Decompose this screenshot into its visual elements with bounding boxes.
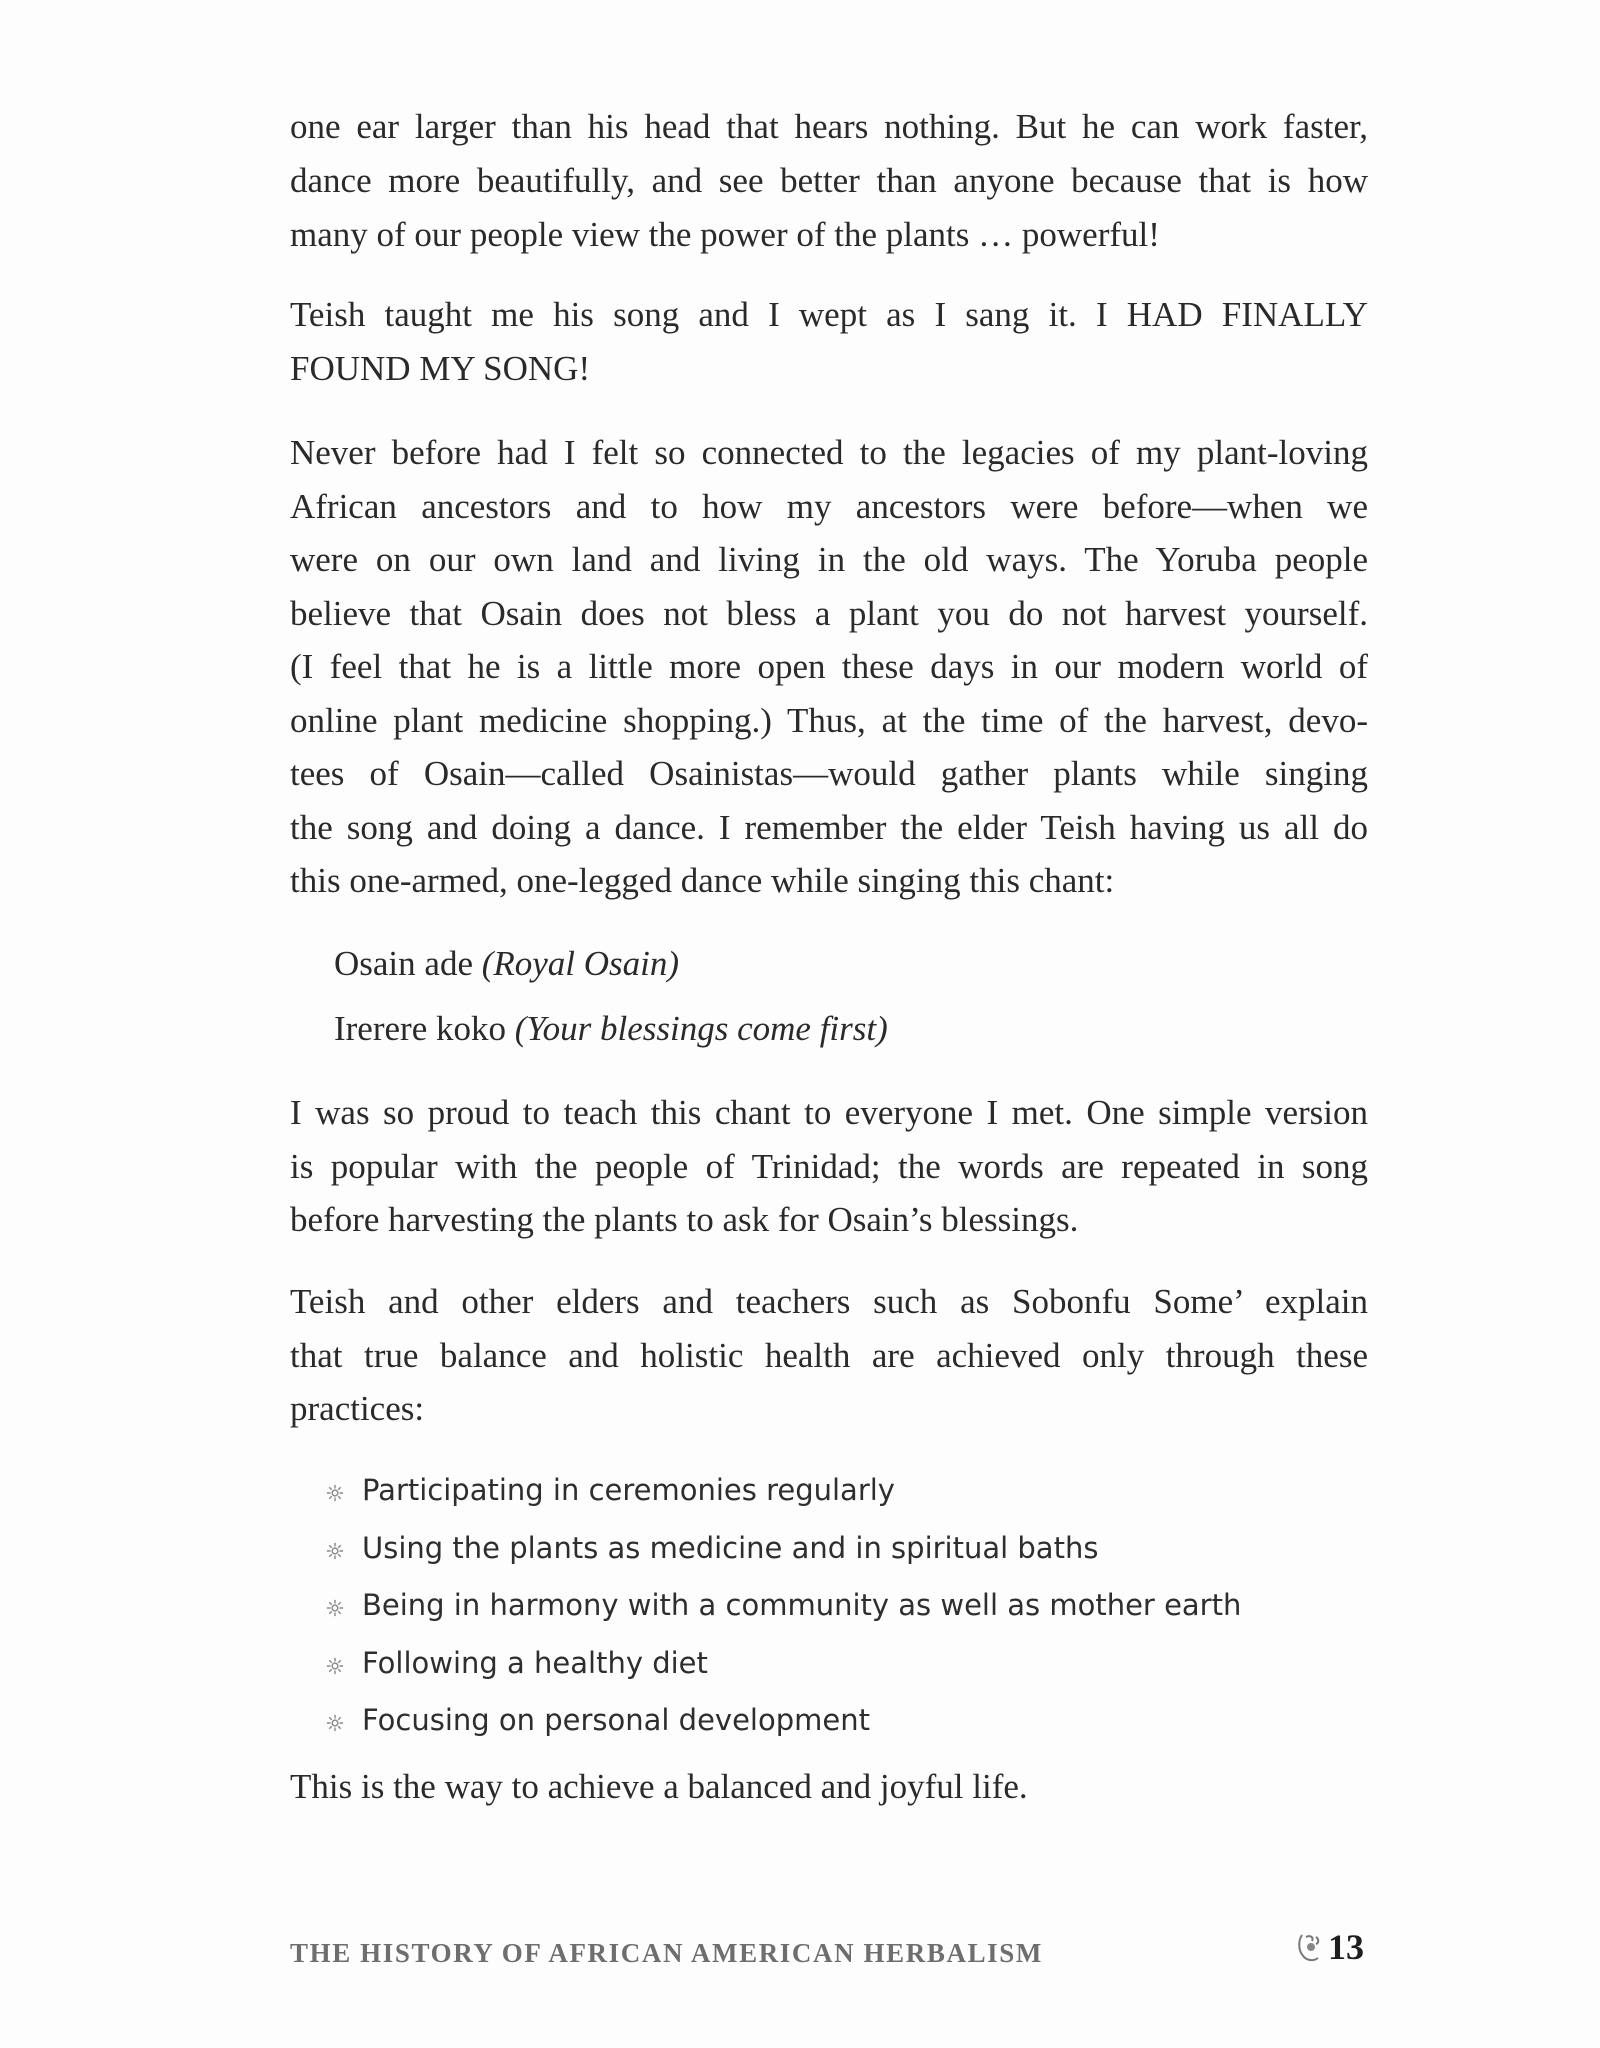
flower-ornament-icon [326, 1714, 344, 1732]
list-item [326, 1693, 870, 1747]
list-item [326, 1578, 1241, 1632]
list-item-text: Following a healthy diet [362, 1645, 708, 1680]
text-line: This is the way to achieve a balanced and joyful life. [290, 1767, 1028, 1806]
chant-yoruba: Osain ade [334, 944, 473, 983]
page-number-block [1296, 1926, 1364, 1970]
chant-line [334, 937, 679, 991]
text-line: this one-armed, one-legged dance while singing this chant: [290, 861, 1115, 900]
list-item [326, 1636, 708, 1690]
text-line: FOUND MY SONG! [290, 349, 591, 388]
flower-ornament-icon [326, 1599, 344, 1617]
text-line: that true balance and holistic health are achieved only through these [290, 1335, 1368, 1375]
text-line: the song and doing a dance. I remember the elder Teish having us all do [290, 807, 1368, 847]
flower-ornament-icon [326, 1542, 344, 1560]
chant-translation: (Royal Osain) [481, 944, 680, 983]
list-item-text: Participating in ceremonies regularly [362, 1473, 895, 1507]
chant-yoruba: Irerere koko [334, 1009, 506, 1048]
text-line: many of our people view the power of the plants … powerful! [290, 215, 1160, 254]
text-line: online plant medicine shopping.) Thus, at the time of the harvest, devo- [290, 700, 1368, 740]
text-line: believe that Osain does not bless a plant you do not harvest yourself. [290, 593, 1368, 633]
text-line: Teish taught me his song and I wept as I sang it. I HAD FINALLY [290, 295, 1368, 334]
list-item [326, 1463, 895, 1517]
flower-ornament-icon [326, 1657, 344, 1675]
text-line: practices: [290, 1389, 425, 1428]
page-number: 13 [1328, 1927, 1364, 1967]
text-line: before harvesting the plants to ask for Osain’s blessings. [290, 1200, 1079, 1239]
list-item-text: Focusing on personal development [362, 1703, 870, 1737]
list-item [326, 1521, 1098, 1575]
text-line: were on our own land and living in the old ways. The Yoruba people [290, 540, 1368, 579]
flower-ornament-icon [326, 1484, 344, 1502]
floral-ornament-icon [1296, 1931, 1322, 1963]
text-line: dance more beautifully, and see better than anyone because that is how [290, 161, 1368, 200]
chant-line [334, 1002, 888, 1056]
text-line: I was so proud to teach this chant to everyone I met. One simple version [290, 1093, 1368, 1132]
text-line: is popular with the people of Trinidad; the words are repeated in song [290, 1146, 1368, 1186]
text-line: tees of Osain—called Osainistas—would gather plants while singing [290, 754, 1368, 793]
chant-translation: (Your blessings come first) [514, 1009, 888, 1048]
list-item-text: Using the plants as medicine and in spiritual baths [362, 1530, 1099, 1565]
running-footer-title: THE HISTORY OF AFRICAN AMERICAN HERBALISM [290, 1938, 1043, 1968]
text-line: African ancestors and to how my ancestors were before—when we [290, 486, 1368, 526]
text-line: (I feel that he is a little more open these days in our modern world of [290, 647, 1368, 686]
text-line: Teish and other elders and teachers such as Sobonfu Some’ explain [290, 1282, 1368, 1321]
text-line: one ear larger than his head that hears nothing. But he can work faster, [290, 107, 1368, 146]
text-line: Never before had I felt so connected to the legacies of my plant-loving [290, 433, 1368, 472]
list-item-text: Being in harmony with a community as well as mother earth [362, 1588, 1242, 1622]
